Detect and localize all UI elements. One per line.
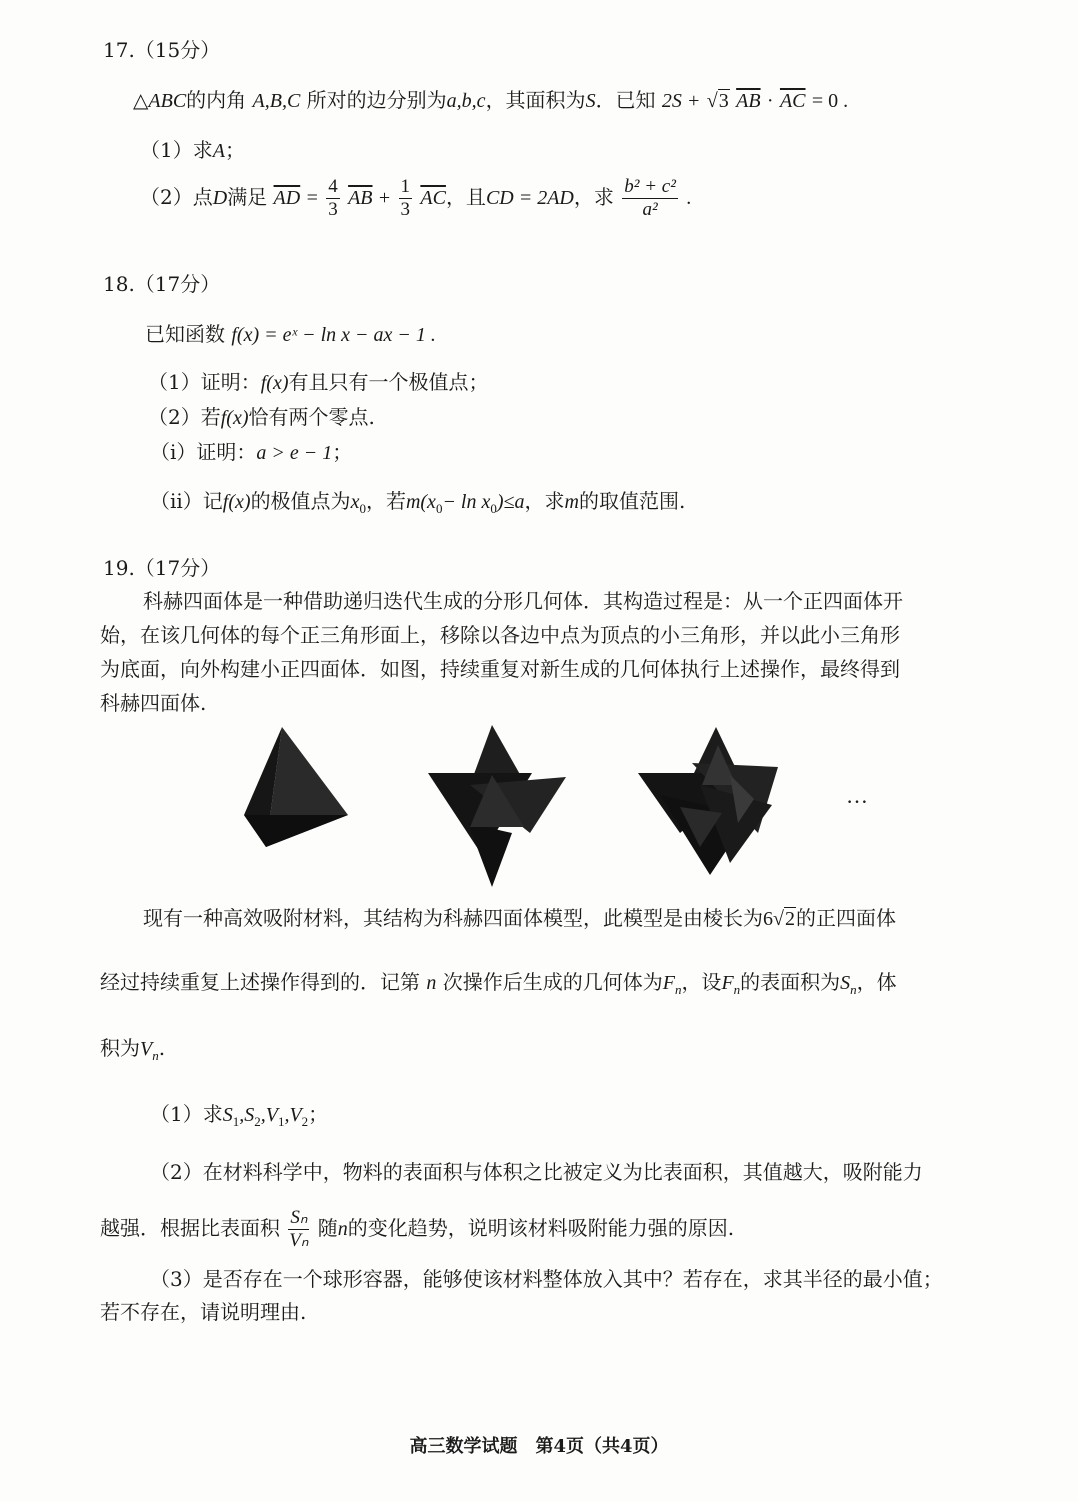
q18-part1: （1）证明：f(x)有且只有一个极值点；	[148, 370, 489, 394]
q18-stem: 已知函数 f(x) = eˣ − ln x − ax − 1 .	[145, 322, 436, 346]
tetrahedron-stage-1	[428, 725, 566, 887]
q19-material-line2: 经过持续重复上述操作得到的．记第 n 次操作后生成的几何体为$F_n$，设$F_n$的表面积为$S_n$，体	[100, 970, 897, 997]
q18-part2-i: （i）证明：a > e − 1；	[150, 440, 353, 464]
page-footer: 高三数学试题 第4页（共4页）	[409, 1436, 669, 1457]
q19-material-line3: 积为$V_n$.	[100, 1036, 166, 1063]
q19-part2-line1: （2）在材料科学中，物料的表面积与体积之比被定义为比表面积，其值越大，吸附能力	[150, 1160, 923, 1184]
q19-part3-line1: （3）是否存在一个球形容器，能够使该材料整体放入其中？若存在，求其半径的最小值；	[150, 1267, 943, 1291]
q19-header: 19.（17分）	[103, 556, 221, 580]
ellipsis: …	[846, 783, 868, 808]
q17-header: 17.（15分）	[103, 38, 221, 62]
q17-part1: （1）求A；	[140, 138, 245, 162]
q17-stem: △ABC的内角 A,B,C 所对的边分别为a,b,c，其面积为S．已知 2S + √3 $\overline{AB} \cdot \overline{AC} = 0$ .	[133, 88, 849, 112]
tetrahedron-stage-0	[244, 727, 348, 847]
tetrahedron-stage-2	[638, 727, 778, 875]
q19-intro-line2: 始，在该几何体的每个正三角形面上，移除以各边中点为顶点的小三角形，并以此小三角形	[100, 623, 900, 647]
q19-part3-line2: 若不存在，请说明理由.	[100, 1300, 307, 1324]
q19-material-line1: 现有一种高效吸附材料，其结构为科赫四面体模型，此模型是由棱长为6√2的正四面体	[143, 906, 896, 930]
q19-intro-line4: 科赫四面体.	[100, 691, 207, 715]
koch-tetrahedron-figures	[230, 715, 890, 890]
q18-part2-ii: （ii）记f(x)的极值点为$x_0$，若$m(x_0- \ln x_0)\le a$，求m的取值范围.	[150, 489, 686, 516]
koch-tetrahedron-iterations	[230, 715, 890, 890]
q17-part2: （2）点D满足 $\overline{AD}$ = $\frac{4}{3}$ $\overline{AB}$ + $\frac{1}{3}$ $\overline{AC}$，且CD = 2AD，求 $\frac{\text{b² + c²}}{\text{a²}}$ .	[140, 176, 692, 220]
q19-intro-line3: 为底面，向外构建小正四面体．如图，持续重复对新生成的几何体执行上述操作，最终得到	[100, 657, 900, 681]
q18-header: 18.（17分）	[103, 272, 221, 296]
q18-part2: （2）若f(x)恰有两个零点.	[148, 405, 375, 429]
q19-part2-line2: 越强．根据比表面积 $\frac{\text{Sₙ}}{\text{Vₙ}}$ 随n的变化趋势，说明该材料吸附能力强的原因.	[100, 1207, 735, 1251]
q19-intro-line1: 科赫四面体是一种借助递归迭代生成的分形几何体．其构造过程是：从一个正四面体开	[143, 589, 903, 613]
q19-part1: （1）求$S_1,S_2,V_1,V_2$；	[150, 1102, 329, 1129]
